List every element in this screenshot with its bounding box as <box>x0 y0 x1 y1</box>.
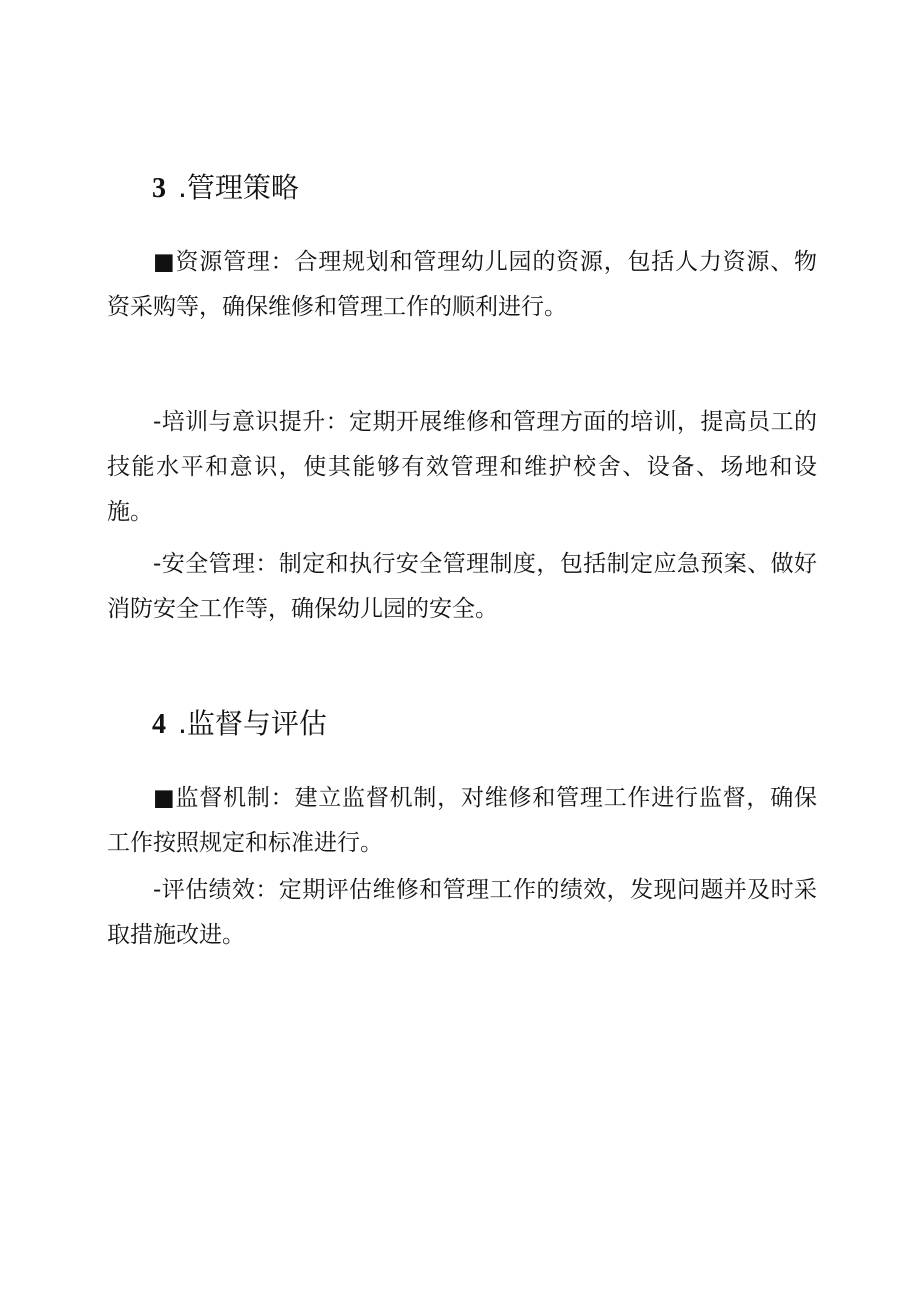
paragraph-supervision-mechanism: ■监督机制：建立监督机制，对维修和管理工作进行监督，确保工作按照规定和标准进行。 <box>107 785 817 856</box>
section-title: .管理策略 <box>178 171 299 204</box>
paragraph-resource-management: ■资源管理：合理规划和管理幼儿园的资源，包括人力资源、物资采购等，确保维修和管理工作的顺利进行。 <box>107 249 817 320</box>
paragraph-performance-evaluation: -评估绩效：定期评估维修和管理工作的绩效，发现问题并及时采取措施改进。 <box>107 877 817 948</box>
section-heading-4 <box>152 706 327 743</box>
section-number: 3 <box>152 173 166 204</box>
paragraph-safety-management: -安全管理：制定和执行安全管理制度，包括制定应急预案、做好消防安全工作等，确保幼儿园的安全。 <box>107 551 817 622</box>
paragraph-training: -培训与意识提升：定期开展维修和管理方面的培训，提高员工的技能水平和意识，使其能够有效管理和维护校舍、设备、场地和设施。 <box>107 409 817 525</box>
section-heading-3 <box>152 170 299 207</box>
section-number: 4 <box>152 709 166 740</box>
section-title: .监督与评估 <box>178 707 327 740</box>
